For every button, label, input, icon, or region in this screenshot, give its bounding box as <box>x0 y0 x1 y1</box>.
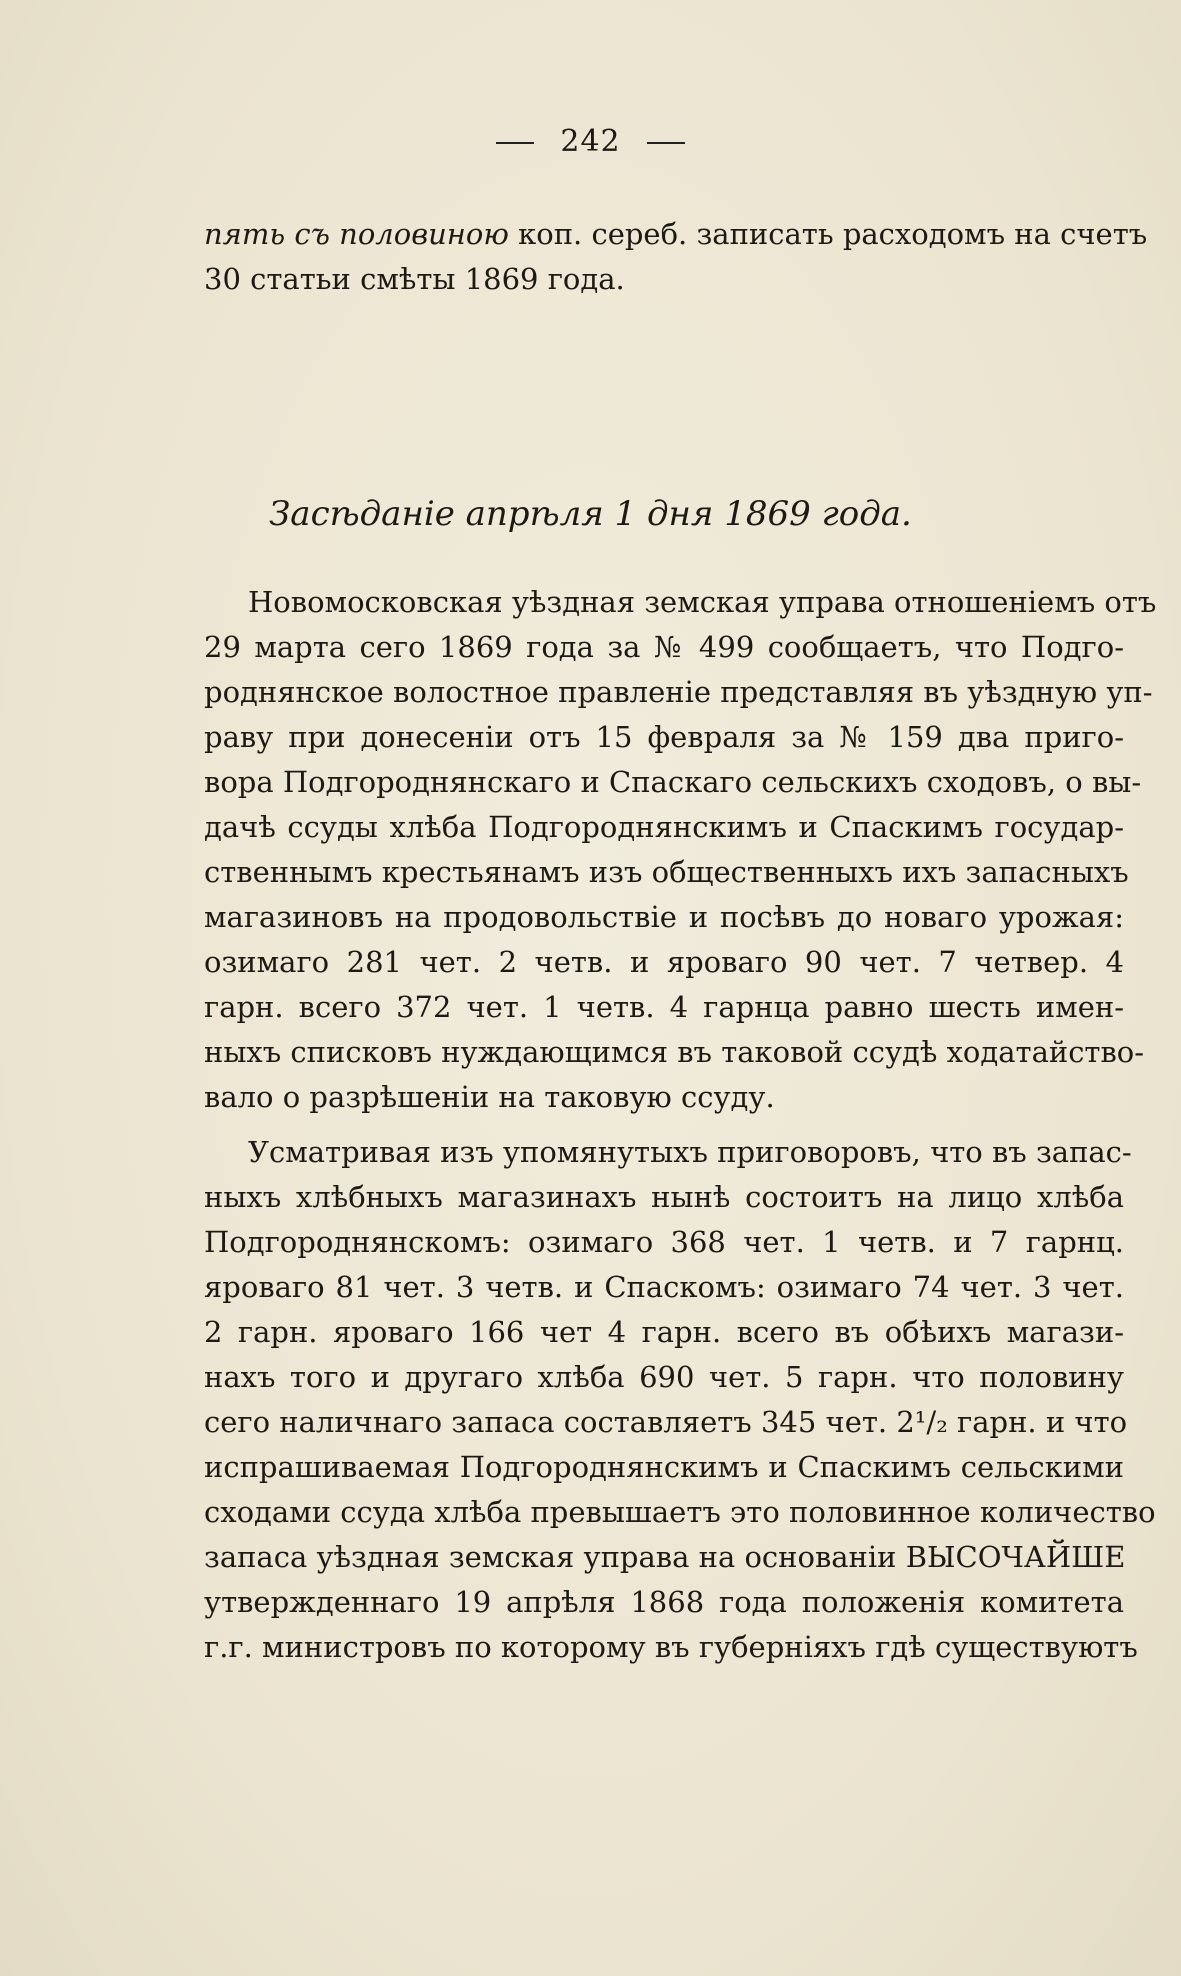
text-line: дачѣ ссуды хлѣба Подгороднянскимъ и Спаскимъ государ- <box>204 810 1124 844</box>
text-line: 29 марта сего 1869 года за № 499 сообщаетъ, что Подго- <box>204 630 1124 664</box>
text-line: Усматривая изъ упомянутыхъ приговоровъ, что въ запас- <box>248 1135 1132 1169</box>
page-header <box>0 124 1181 159</box>
text-line: Новомосковская уѣздная земская управа отношеніемъ отъ <box>248 585 1157 619</box>
text-line: вало о разрѣшеніи на таковую ссуду. <box>204 1080 775 1114</box>
section-heading: Засѣданіе апрѣля 1 дня 1869 года. <box>269 494 912 534</box>
text-line: вора Подгороднянскаго и Спаскаго сельскихъ сходовъ, о вы- <box>204 765 1142 799</box>
text-line: сего наличнаго запаса составляетъ 345 чет. 2¹/₂ гарн. и что <box>204 1405 1128 1439</box>
text-line: ныхъ списковъ нуждающимся въ таковой ссудѣ ходатайство- <box>204 1035 1145 1069</box>
header-dash-right <box>647 142 685 144</box>
text-line: испрашиваемая Подгороднянскимъ и Спаскимъ сельскими <box>204 1450 1124 1484</box>
paragraph-2 <box>204 1130 1156 1670</box>
intro-line-1 <box>204 212 1148 257</box>
paragraph-1 <box>204 580 1157 1120</box>
text-line: утвержденнаго 19 апрѣля 1868 года положенія комитета <box>204 1585 1124 1619</box>
text-line: г.г. министровъ по которому въ губерніяхъ гдѣ существуютъ <box>204 1630 1138 1664</box>
intro-text <box>204 212 1148 302</box>
intro-line-1-rest: коп. сереб. записать расходомъ на счетъ <box>518 217 1148 251</box>
text-line: ственнымъ крестьянамъ изъ общественныхъ ихъ запасныхъ <box>204 855 1129 889</box>
intro-line-2: 30 статьи смѣты 1869 года. <box>204 262 625 296</box>
text-line: гарн. всего 372 чет. 1 четв. 4 гарнца равно шесть имен- <box>204 990 1124 1024</box>
text-line: роднянское волостное правленіе представляя въ уѣздную уп- <box>204 675 1153 709</box>
text-line: раву при донесеніи отъ 15 февраля за № 159 два приго- <box>204 720 1124 754</box>
text-line: нахъ того и другаго хлѣба 690 чет. 5 гарн. что половину <box>204 1360 1124 1394</box>
text-line: Подгороднянскомъ: озимаго 368 чет. 1 четв. и 7 гарнц. <box>204 1225 1124 1259</box>
text-line: 2 гарн. яроваго 166 чет 4 гарн. всего въ обѣихъ магази- <box>204 1315 1124 1349</box>
text-line: озимаго 281 чет. 2 четв. и яроваго 90 чет. 7 четвер. 4 <box>204 945 1124 979</box>
header-dash-left <box>496 142 534 144</box>
text-line: запаса уѣздная земская управа на основаніи ВЫСОЧАЙШЕ <box>204 1540 1126 1574</box>
text-line: сходами ссуда хлѣба превышаетъ это половинное количество <box>204 1495 1156 1529</box>
text-line: яроваго 81 чет. 3 четв. и Спаскомъ: озимаго 74 чет. 3 чет. <box>204 1270 1124 1304</box>
intro-italic: пять съ половиною <box>204 217 509 251</box>
text-line: магазиновъ на продовольствіе и посѣвъ до новаго урожая: <box>204 900 1124 934</box>
text-line: ныхъ хлѣбныхъ магазинахъ нынѣ состоитъ на лицо хлѣба <box>204 1180 1124 1214</box>
page-number: 242 <box>560 124 621 159</box>
